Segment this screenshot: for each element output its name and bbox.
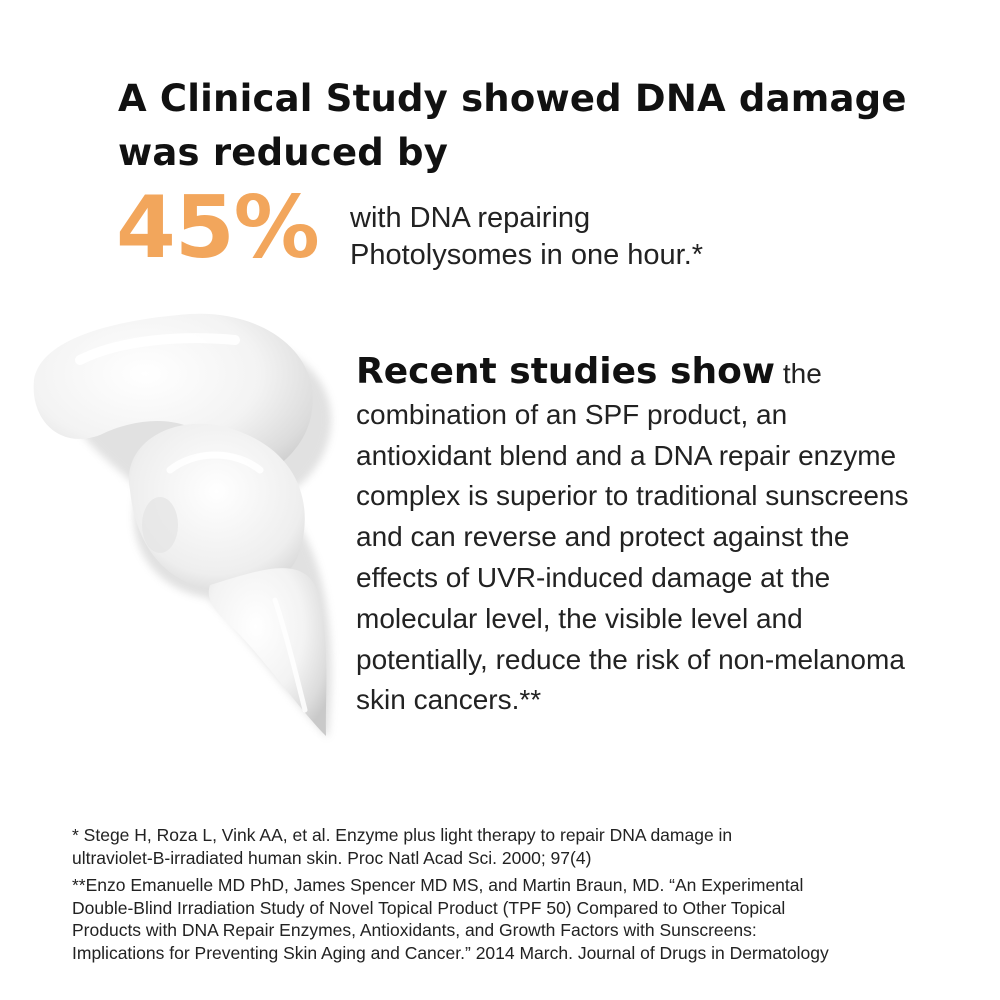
stat-caption-line-1: with DNA repairing (350, 202, 591, 234)
stat-percentage: 45% (116, 178, 319, 278)
body-line-6: molecular level, the visible level and (356, 602, 803, 634)
body-lead: Recent studies show (356, 351, 776, 392)
footnote-2-line-2: Double-Blind Irradiation Study of Novel Topical Product (TPF 50) Compared to Other Topical (72, 897, 786, 918)
headline-line-1: A Clinical Study showed DNA damage (118, 77, 907, 120)
stat-caption-line-2: Photolysomes in one hour.* (350, 239, 704, 271)
body-line-8: skin cancers.** (356, 684, 542, 716)
headline-line-2: was reduced by (118, 131, 449, 174)
footnote-1-line-2: ultraviolet-B-irradiated human skin. Proc Natl Acad Sci. 2000; 97(4) (72, 847, 592, 868)
footnotes (72, 824, 972, 969)
footnote-2-line-3: Products with DNA Repair Enzymes, Antioxidants, and Growth Factors with Sunscreens: (72, 920, 757, 940)
body-line-3: complex is superior to traditional sunscreens (356, 480, 909, 512)
headline (118, 72, 918, 180)
footnote-1 (72, 824, 972, 869)
footnote-2-line-1: **Enzo Emanuelle MD PhD, James Spencer MD MS, and Martin Braun, MD. “An Experimental (72, 875, 804, 895)
cream-swirl-icon (20, 300, 340, 750)
footnote-1-line-1: * Stege H, Roza L, Vink AA, et al. Enzyme plus light therapy to repair DNA damage in (72, 825, 733, 845)
body-line-2: antioxidant blend and a DNA repair enzyme (356, 439, 897, 471)
body-line-0: the (775, 358, 822, 389)
body-line-1: combination of an SPF product, an (356, 398, 788, 430)
stat-row (116, 178, 916, 288)
body-line-4: and can reverse and protect against the (356, 521, 850, 553)
footnote-2-line-4: Implications for Preventing Skin Aging and Cancer.” 2014 March. Journal of Drugs in Dermatology (72, 942, 829, 963)
body-line-7: potentially, reduce the risk of non-melanoma (356, 643, 905, 675)
stat-caption (350, 200, 770, 274)
body-line-5: effects of UVR-induced damage at the (356, 561, 831, 593)
body-paragraph (356, 352, 956, 721)
footnote-2 (72, 874, 972, 964)
